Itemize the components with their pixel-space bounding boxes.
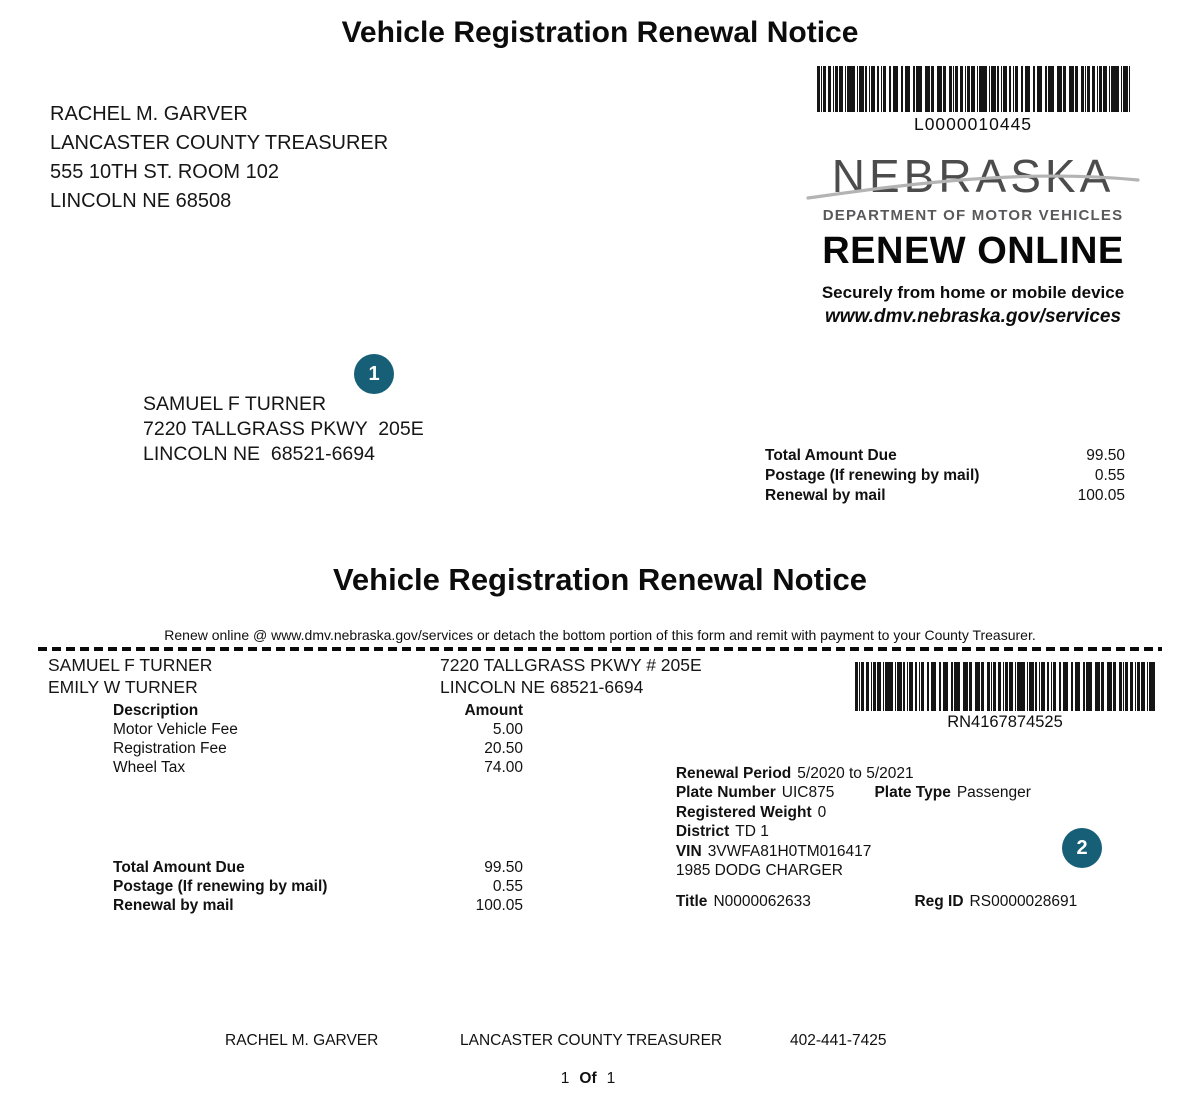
fee-description: Motor Vehicle Fee bbox=[113, 721, 238, 738]
stub-owner-names bbox=[48, 655, 212, 698]
total-amount-due-value: 99.50 bbox=[484, 859, 523, 876]
amount-summary-bottom bbox=[113, 858, 523, 915]
fee-row bbox=[113, 758, 523, 777]
description-header: Description bbox=[113, 702, 199, 719]
renewal-by-mail-row bbox=[765, 486, 1125, 506]
renewal-by-mail-row bbox=[113, 896, 523, 915]
nebraska-wordmark: NEBRASKA bbox=[831, 150, 1115, 202]
title-regid-row bbox=[650, 872, 1170, 910]
dmv-department-label: DEPARTMENT OF MOTOR VEHICLES bbox=[822, 207, 1124, 224]
treasurer-address-line: RACHEL M. GARVER bbox=[50, 103, 248, 125]
stub-address-line: LINCOLN NE 68521-6694 bbox=[440, 676, 644, 697]
title-label: Title bbox=[675, 892, 708, 910]
fee-description: Registration Fee bbox=[113, 740, 227, 757]
vin-value: 3VWFA81H0TM016417 bbox=[707, 842, 872, 860]
renewal-period-label: Renewal Period bbox=[675, 764, 792, 782]
page-title: Vehicle Registration Renewal Notice bbox=[341, 16, 859, 49]
registrant-address-line: SAMUEL F TURNER bbox=[143, 393, 327, 415]
registrant-address-line: 7220 TALLGRASS PKWY 205E bbox=[143, 418, 424, 440]
postage-value: 0.55 bbox=[492, 878, 523, 895]
callout-1-badge bbox=[354, 354, 394, 394]
callout-1-number: 1 bbox=[368, 362, 380, 385]
postage-label: Postage (If renewing by mail) bbox=[765, 467, 980, 484]
page-total: 1 bbox=[606, 1070, 616, 1087]
footer-treasurer-name: RACHEL M. GARVER bbox=[225, 1032, 379, 1049]
fee-description: Wheel Tax bbox=[113, 759, 186, 776]
renewal-by-mail-value: 100.05 bbox=[475, 897, 523, 914]
plate-row bbox=[650, 764, 1170, 801]
vin-label: VIN bbox=[675, 842, 702, 860]
stub-address-line: 7220 TALLGRASS PKWY # 205E bbox=[440, 655, 702, 675]
total-amount-due-row bbox=[765, 446, 1125, 466]
treasurer-address-line: LANCASTER COUNTY TREASURER bbox=[50, 132, 389, 154]
footer-phone: 402-441-7425 bbox=[790, 1032, 887, 1049]
renewal-by-mail-label: Renewal by mail bbox=[765, 487, 886, 504]
stub-title: Vehicle Registration Renewal Notice bbox=[332, 562, 868, 597]
treasurer-return-address bbox=[50, 100, 388, 216]
page-count bbox=[0, 1070, 1176, 1088]
registered-weight-value: 0 bbox=[817, 803, 827, 821]
callout-2-number: 2 bbox=[1076, 836, 1088, 859]
fee-amount: 74.00 bbox=[484, 759, 523, 776]
footer-treasurer-title: LANCASTER COUNTY TREASURER bbox=[460, 1032, 723, 1049]
notice-barcode-value: L0000010445 bbox=[913, 114, 1033, 134]
district-value: TD 1 bbox=[735, 823, 769, 840]
amount-header: Amount bbox=[464, 702, 523, 719]
owner-name: EMILY W TURNER bbox=[48, 676, 198, 697]
district-row bbox=[650, 803, 1170, 840]
treasurer-address-line: 555 10TH ST. ROOM 102 bbox=[50, 161, 279, 183]
renewal-period-row bbox=[650, 744, 1170, 782]
total-amount-due-label: Total Amount Due bbox=[765, 447, 897, 464]
renewal-period-value: 5/2020 to 5/2021 bbox=[797, 764, 914, 782]
fee-table-header bbox=[113, 701, 523, 720]
renewal-by-mail-label: Renewal by mail bbox=[113, 897, 234, 914]
total-amount-due-row bbox=[113, 858, 523, 877]
dmv-panel bbox=[812, 66, 1134, 328]
registrant-mailing-address bbox=[143, 392, 424, 467]
owner-name: SAMUEL F TURNER bbox=[48, 655, 213, 675]
detach-dashed-line bbox=[38, 647, 1162, 651]
reg-id-value: RS0000028691 bbox=[969, 892, 1078, 910]
page-of-label: Of bbox=[579, 1070, 597, 1087]
reg-id-label: Reg ID bbox=[914, 892, 964, 910]
plate-number-label: Plate Number bbox=[675, 784, 776, 801]
district-label: District bbox=[675, 823, 730, 840]
stub-address bbox=[440, 655, 702, 698]
plate-type-value: Passenger bbox=[956, 784, 1031, 801]
title-number: N0000062633 bbox=[713, 892, 811, 910]
renew-online-headline: RENEW ONLINE bbox=[822, 230, 1124, 272]
plate-number-value: UIC875 bbox=[781, 784, 835, 801]
amount-summary-top bbox=[765, 446, 1125, 506]
plate-type-label: Plate Type bbox=[874, 784, 951, 801]
fee-amount: 20.50 bbox=[484, 740, 523, 757]
nebraska-swoosh-icon bbox=[806, 152, 1140, 210]
stub-barcode-value: RN4167874525 bbox=[947, 713, 1063, 731]
postage-row bbox=[765, 466, 1125, 486]
stub-barcode bbox=[855, 662, 1155, 711]
postage-value: 0.55 bbox=[1094, 467, 1125, 484]
year-make-model: 1985 DODG CHARGER bbox=[675, 862, 843, 879]
total-amount-due-label: Total Amount Due bbox=[113, 859, 245, 876]
fee-row bbox=[113, 720, 523, 739]
notice-barcode bbox=[817, 66, 1130, 112]
total-amount-due-value: 99.50 bbox=[1086, 447, 1125, 464]
callout-2-badge bbox=[1062, 828, 1102, 868]
registered-weight-row bbox=[650, 783, 1170, 821]
fee-amount: 5.00 bbox=[492, 721, 523, 738]
registered-weight-label: Registered Weight bbox=[675, 803, 812, 821]
fee-table bbox=[113, 701, 523, 777]
page-number: 1 bbox=[560, 1070, 570, 1087]
renewal-by-mail-value: 100.05 bbox=[1077, 487, 1125, 504]
detach-instruction: Renew online @ www.dmv.nebraska.gov/services or detach the bottom portion of this form and remit with payment to your County Treasurer. bbox=[164, 627, 1036, 643]
reg-id-group bbox=[880, 872, 1077, 931]
vehicle-details bbox=[650, 744, 1170, 910]
dmv-services-url: www.dmv.nebraska.gov/services bbox=[824, 306, 1122, 327]
stub-barcode-block bbox=[855, 662, 1155, 732]
postage-row bbox=[113, 877, 523, 896]
renew-online-tagline: Securely from home or mobile device bbox=[821, 283, 1125, 302]
postage-label: Postage (If renewing by mail) bbox=[113, 878, 328, 895]
nebraska-dmv-logo bbox=[812, 152, 1134, 204]
fee-row bbox=[113, 739, 523, 758]
registrant-address-line: LINCOLN NE 68521-6694 bbox=[143, 443, 375, 465]
treasurer-address-line: LINCOLN NE 68508 bbox=[50, 190, 232, 212]
